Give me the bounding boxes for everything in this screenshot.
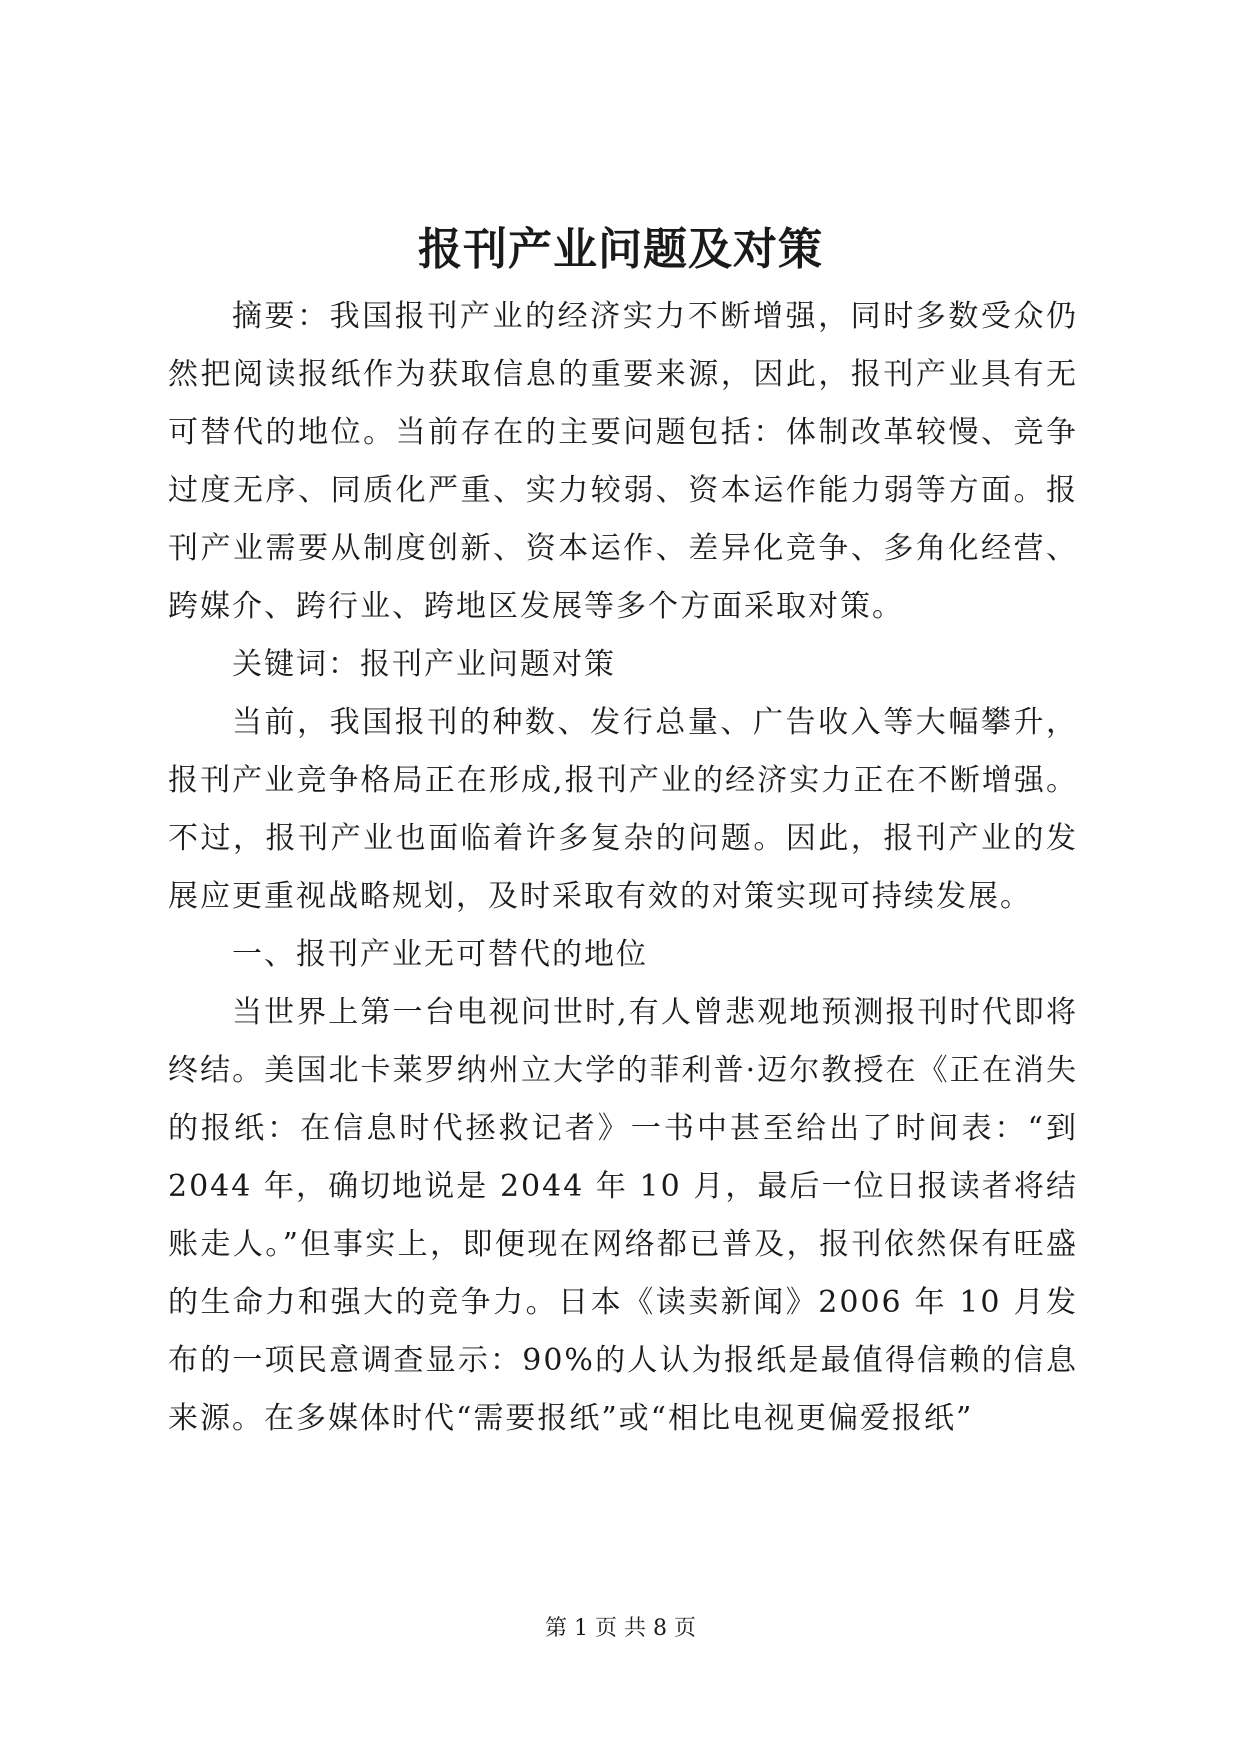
section-heading-1: 一、报刊产业无可替代的地位 xyxy=(232,937,648,972)
document-title: 报刊产业问题及对策 xyxy=(418,224,823,275)
document-body xyxy=(168,288,1078,1448)
page-number-footer: 第 1 页 共 8 页 xyxy=(545,1616,696,1641)
intro-paragraph: 当前，我国报刊的种数、发行总量、广告收入等大幅攀升，报刊产业竞争格局正在形成,报刊产业的经济实力正在不断增强。不过，报刊产业也面临着许多复杂的问题。因此，报刊产业的发展应更重视战略规划，及时采取有效的对策实现可持续发展。 xyxy=(168,705,1078,914)
keywords-paragraph: 关键词：报刊产业问题对策 xyxy=(232,647,616,682)
abstract-paragraph: 摘要：我国报刊产业的经济实力不断增强，同时多数受众仍然把阅读报纸作为获取信息的重要来源，因此，报刊产业具有无可替代的地位。当前存在的主要问题包括：体制改革较慢、竞争过度无序、同质化严重、实力较弱、资本运作能力弱等方面。报刊产业需要从制度创新、资本运作、差异化竞争、多角化经营、跨媒介、跨行业、跨地区发展等多个方面采取对策。 xyxy=(168,299,1078,624)
section-1-paragraph: 当世界上第一台电视问世时,有人曾悲观地预测报刊时代即将终结。美国北卡莱罗纳州立大学的菲利普·迈尔教授在《正在消失的报纸：在信息时代拯救记者》一书中甚至给出了时间表：“到 2044 年，确切地说是 2044 年 10 月，最后一位日报读者将结账走人。”但事实上，即便现在网络都已普及，报刊依然保有旺盛的生命力和强大的竞争力。日本《读卖新闻》2006 年 10 月发布的一项民意调查显示：90%的人认为报纸是最值得信赖的信息来源。在多媒体时代“需要报纸”或“相比电视更偏爱报纸” xyxy=(168,995,1078,1436)
